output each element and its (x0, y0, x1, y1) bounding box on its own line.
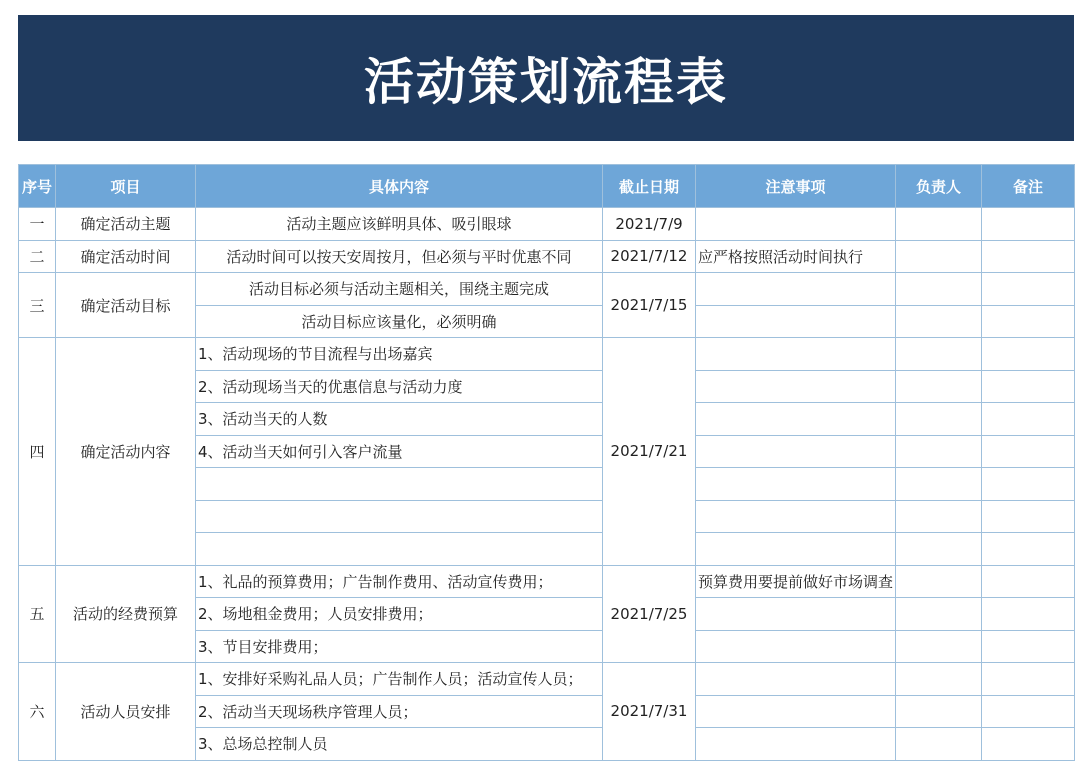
remarks-cell[interactable] (982, 435, 1075, 468)
details-cell[interactable]: 2、活动现场当天的优惠信息与活动力度 (196, 370, 603, 403)
seq-cell[interactable]: 三 (19, 273, 56, 338)
details-cell[interactable]: 4、活动当天如何引入客户流量 (196, 435, 603, 468)
owner-cell[interactable] (896, 598, 982, 631)
owner-cell[interactable] (896, 728, 982, 761)
seq-cell[interactable]: 四 (19, 338, 56, 566)
header-date[interactable]: 截止日期 (603, 165, 696, 208)
details-cell[interactable]: 2、场地租金费用；人员安排费用； (196, 598, 603, 631)
item-cell[interactable]: 确定活动内容 (56, 338, 196, 566)
remarks-cell[interactable] (982, 370, 1075, 403)
item-cell[interactable]: 活动的经费预算 (56, 565, 196, 663)
details-cell[interactable]: 1、礼品的预算费用；广告制作费用、活动宣传费用； (196, 565, 603, 598)
item-cell[interactable]: 确定活动主题 (56, 208, 196, 241)
sheet-title: 活动策划流程表 (364, 53, 728, 111)
remarks-cell[interactable] (982, 500, 1075, 533)
details-cell[interactable] (196, 533, 603, 566)
notes-cell[interactable] (696, 598, 896, 631)
notes-cell[interactable] (696, 728, 896, 761)
item-cell[interactable]: 确定活动目标 (56, 273, 196, 338)
seq-cell[interactable]: 五 (19, 565, 56, 663)
owner-cell[interactable] (896, 338, 982, 371)
process-table (18, 164, 1075, 761)
date-cell[interactable]: 2021/7/31 (603, 663, 696, 761)
notes-cell[interactable] (696, 468, 896, 501)
owner-cell[interactable] (896, 208, 982, 241)
details-cell[interactable]: 3、节目安排费用； (196, 630, 603, 663)
owner-cell[interactable] (896, 240, 982, 273)
remarks-cell[interactable] (982, 630, 1075, 663)
remarks-cell[interactable] (982, 695, 1075, 728)
owner-cell[interactable] (896, 695, 982, 728)
seq-cell[interactable]: 二 (19, 240, 56, 273)
date-cell[interactable]: 2021/7/15 (603, 273, 696, 338)
owner-cell[interactable] (896, 533, 982, 566)
remarks-cell[interactable] (982, 565, 1075, 598)
item-cell[interactable]: 确定活动时间 (56, 240, 196, 273)
notes-cell[interactable] (696, 630, 896, 663)
remarks-cell[interactable] (982, 240, 1075, 273)
notes-cell[interactable] (696, 273, 896, 306)
remarks-cell[interactable] (982, 663, 1075, 696)
header-owner[interactable]: 负责人 (896, 165, 982, 208)
owner-cell[interactable] (896, 273, 982, 306)
remarks-cell[interactable] (982, 533, 1075, 566)
header-row (19, 165, 1075, 208)
remarks-cell[interactable] (982, 208, 1075, 241)
details-cell[interactable]: 活动主题应该鲜明具体、吸引眼球 (196, 208, 603, 241)
notes-cell[interactable] (696, 663, 896, 696)
details-cell[interactable] (196, 500, 603, 533)
table-row (19, 565, 1075, 598)
header-seq[interactable]: 序号 (19, 165, 56, 208)
owner-cell[interactable] (896, 435, 982, 468)
notes-cell[interactable]: 预算费用要提前做好市场调查 (696, 565, 896, 598)
details-cell[interactable] (196, 468, 603, 501)
owner-cell[interactable] (896, 630, 982, 663)
details-cell[interactable]: 2、活动当天现场秩序管理人员； (196, 695, 603, 728)
notes-cell[interactable] (696, 338, 896, 371)
notes-cell[interactable] (696, 500, 896, 533)
owner-cell[interactable] (896, 565, 982, 598)
owner-cell[interactable] (896, 403, 982, 436)
details-cell[interactable]: 3、总场总控制人员 (196, 728, 603, 761)
notes-cell[interactable] (696, 305, 896, 338)
header-remarks[interactable]: 备注 (982, 165, 1075, 208)
notes-cell[interactable] (696, 695, 896, 728)
date-cell[interactable]: 2021/7/25 (603, 565, 696, 663)
remarks-cell[interactable] (982, 403, 1075, 436)
notes-cell[interactable] (696, 370, 896, 403)
remarks-cell[interactable] (982, 338, 1075, 371)
remarks-cell[interactable] (982, 728, 1075, 761)
header-notes[interactable]: 注意事项 (696, 165, 896, 208)
seq-cell[interactable]: 六 (19, 663, 56, 761)
notes-cell[interactable]: 应严格按照活动时间执行 (696, 240, 896, 273)
remarks-cell[interactable] (982, 468, 1075, 501)
owner-cell[interactable] (896, 468, 982, 501)
details-cell[interactable]: 1、活动现场的节目流程与出场嘉宾 (196, 338, 603, 371)
notes-cell[interactable] (696, 435, 896, 468)
table-row (19, 240, 1075, 273)
details-cell[interactable]: 活动时间可以按天安周按月，但必须与平时优惠不同 (196, 240, 603, 273)
remarks-cell[interactable] (982, 598, 1075, 631)
header-item[interactable]: 项目 (56, 165, 196, 208)
table-row (19, 663, 1075, 696)
details-cell[interactable]: 3、活动当天的人数 (196, 403, 603, 436)
item-cell[interactable]: 活动人员安排 (56, 663, 196, 761)
details-cell[interactable]: 1、安排好采购礼品人员；广告制作人员；活动宣传人员； (196, 663, 603, 696)
table-row (19, 273, 1075, 306)
details-cell[interactable]: 活动目标应该量化，必须明确 (196, 305, 603, 338)
details-cell[interactable]: 活动目标必须与活动主题相关，围绕主题完成 (196, 273, 603, 306)
owner-cell[interactable] (896, 663, 982, 696)
title-banner (18, 15, 1074, 141)
owner-cell[interactable] (896, 500, 982, 533)
notes-cell[interactable] (696, 208, 896, 241)
date-cell[interactable]: 2021/7/9 (603, 208, 696, 241)
notes-cell[interactable] (696, 533, 896, 566)
header-details[interactable]: 具体内容 (196, 165, 603, 208)
table-row (19, 338, 1075, 371)
table-row (19, 208, 1075, 241)
date-cell[interactable]: 2021/7/21 (603, 338, 696, 566)
seq-cell[interactable]: 一 (19, 208, 56, 241)
date-cell[interactable]: 2021/7/12 (603, 240, 696, 273)
owner-cell[interactable] (896, 305, 982, 338)
remarks-cell[interactable] (982, 305, 1075, 338)
remarks-cell[interactable] (982, 273, 1075, 306)
owner-cell[interactable] (896, 370, 982, 403)
notes-cell[interactable] (696, 403, 896, 436)
